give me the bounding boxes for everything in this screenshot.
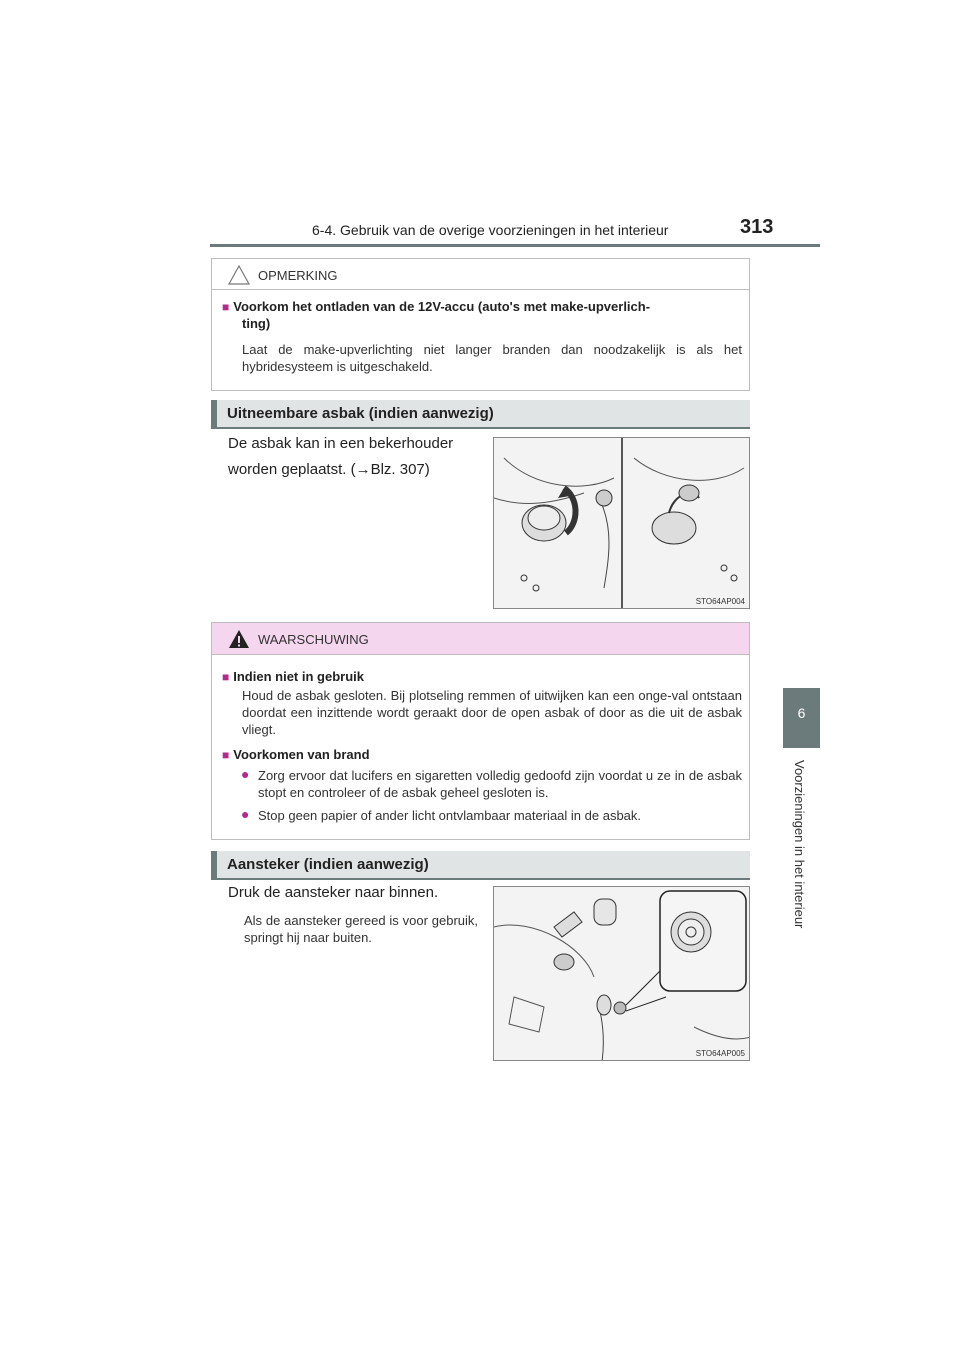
lighter-illustration [493,886,750,1061]
chapter-title: 6-4. Gebruik van de overige voorzieningen in het interieur [312,222,669,238]
figure-code: STO64AP005 [695,1049,745,1058]
note-item-title-cont: ting) [242,316,271,331]
lighter-text: Druk de aansteker naar binnen. [228,884,439,901]
ashtray-drawing [494,438,750,609]
warning-heading: WAARSCHUWING [258,632,369,647]
header-rule [210,244,820,247]
warning-bullet1-text: Zorg ervoor dat lucifers en sigaretten volledig gedoofd zijn voordat u ze in de asbak stopt en controleer of de asbak geheel gesloten is. [258,768,742,800]
note-item-text: Laat de make-upverlichting niet langer branden dan noodzakelijk is als het hybridesysteem is uitgeschakeld. [242,342,742,374]
warning-item1-title: ■ Indien niet in gebruik [222,669,364,684]
warning-header [212,623,749,655]
figure-code: STO64AP004 [695,597,745,606]
chapter-tab-number: 6 [797,705,806,721]
note-item-title: ■ Voorkom het ontladen van de 12V-accu (auto's met make-upverlich- [222,299,651,314]
warning-item1-text: Houd de asbak gesloten. Bij plotseling remmen of uitwijken kan een onge-val ontstaan doordat een inzittende wordt geraakt door de open asbak of door as die uit de asbak vliegt. [242,688,742,737]
warning-bullet2-text: Stop geen papier of ander licht ontvlambaar materiaal in de asbak. [258,808,642,823]
chapter-tab-label: Voorzieningen in het interieur [792,760,807,929]
ashtray-text-line1: De asbak kan in een bekerhouder [228,435,454,452]
note-box [211,258,750,391]
warning-item2-title: ■ Voorkomen van brand [222,747,370,762]
lighter-drawing [494,887,750,1061]
caution-triangle-icon [228,265,250,285]
section-header-lighter: Aansteker (indien aanwezig) [211,851,750,878]
round-bullet-icon: ● [241,766,250,782]
ashtray-text-line2: worden geplaatst. (→Blz. 307) [228,461,430,478]
square-bullet-icon: ■ [222,748,230,762]
round-bullet-icon: ● [241,806,250,822]
section-header-ashtray: Uitneembare asbak (indien aanwezig) [211,400,750,427]
note-header [212,259,749,290]
square-bullet-icon: ■ [222,670,230,684]
warning-triangle-icon [228,629,250,649]
warning-box [211,622,750,840]
section-rule [211,427,750,429]
lighter-subtext: Als de aansteker gereed is voor gebruik, springt hij naar buiten. [244,913,478,945]
square-bullet-icon: ■ [222,300,230,314]
note-heading: OPMERKING [258,268,338,283]
page-number: 313 [740,216,774,238]
ashtray-illustration [493,437,750,609]
section-rule [211,878,750,880]
